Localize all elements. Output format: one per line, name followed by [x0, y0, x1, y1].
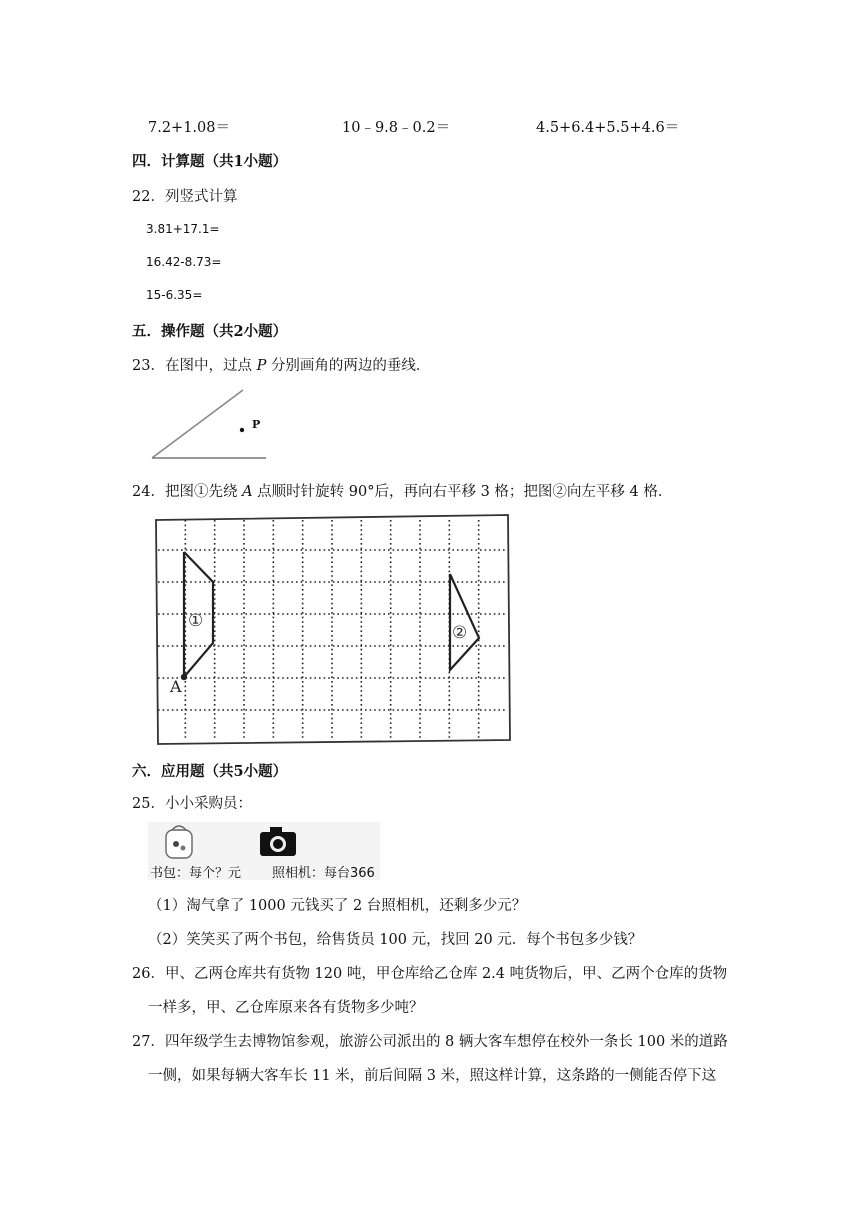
point-a: [181, 674, 187, 680]
q22-item-3: 15-6.35=: [146, 288, 203, 302]
q25-sub-1: （1）淘气拿了 1000 元钱买了 2 台照相机，还剩多少元？: [148, 898, 527, 914]
shape-2-label: ②: [452, 623, 468, 643]
q25-sub-2: （2）笑笑买了两个书包，给售货员 100 元，找回 20 元．每个书包多少钱？: [148, 932, 643, 948]
point-p-label: P: [252, 418, 261, 431]
question-24: 24．把图①先绕 A 点顺时针旋转 90°后，再向右平移 3 格；把图②向左平移 4 格．: [132, 484, 673, 500]
shape-2: [450, 574, 479, 670]
question-27: 27．四年级学生去博物馆参观，旅游公司派出的 8 辆大客车想停在校外一条长 100 米的道路: [132, 1034, 728, 1050]
camera-icon: [256, 826, 302, 858]
question-26: 26．甲、乙两仓库共有货物 120 吨，甲仓库给乙仓库 2.4 吨货物后，甲、乙两个仓库的货物: [132, 966, 728, 982]
point-p: [240, 428, 244, 432]
backpack-icon: [160, 824, 200, 860]
section-4-heading: 四．计算题（共1小题）: [132, 153, 288, 170]
shape-1-label: ①: [188, 611, 204, 631]
question-26-line-2: 一样多，甲、乙仓库原来各有货物多少吨？: [148, 1000, 424, 1016]
question-22: 22．列竖式计算: [132, 189, 238, 205]
question-25: 25．小小采购员：: [132, 796, 252, 812]
calc-1: 7.2+1.08＝: [148, 120, 230, 136]
grid-figure: [152, 512, 512, 747]
angle-figure: [148, 386, 278, 466]
items-picture: [148, 822, 380, 880]
section-5-heading: 五．操作题（共2小题）: [132, 323, 288, 340]
question-23: 23．在图中，过点 P 分别画角的两边的垂线．: [132, 358, 431, 374]
point-a-label: A: [170, 677, 182, 696]
question-27-line-2: 一侧，如果每辆大客车长 11 米，前后间隔 3 米，照这样计算，这条路的一侧能否停下这: [148, 1068, 717, 1084]
q22-item-2: 16.42-8.73=: [146, 255, 222, 269]
bag-caption: 书包：每个？元: [150, 866, 242, 881]
section-6-heading: 六．应用题（共5小题）: [132, 763, 288, 780]
calc-3: 4.5+6.4+5.5+4.6＝: [536, 120, 680, 136]
camera-caption: 照相机：每台366: [272, 866, 375, 881]
calc-2: 10﹣9.8﹣0.2＝: [342, 120, 451, 136]
q22-item-1: 3.81+17.1=: [146, 222, 220, 236]
